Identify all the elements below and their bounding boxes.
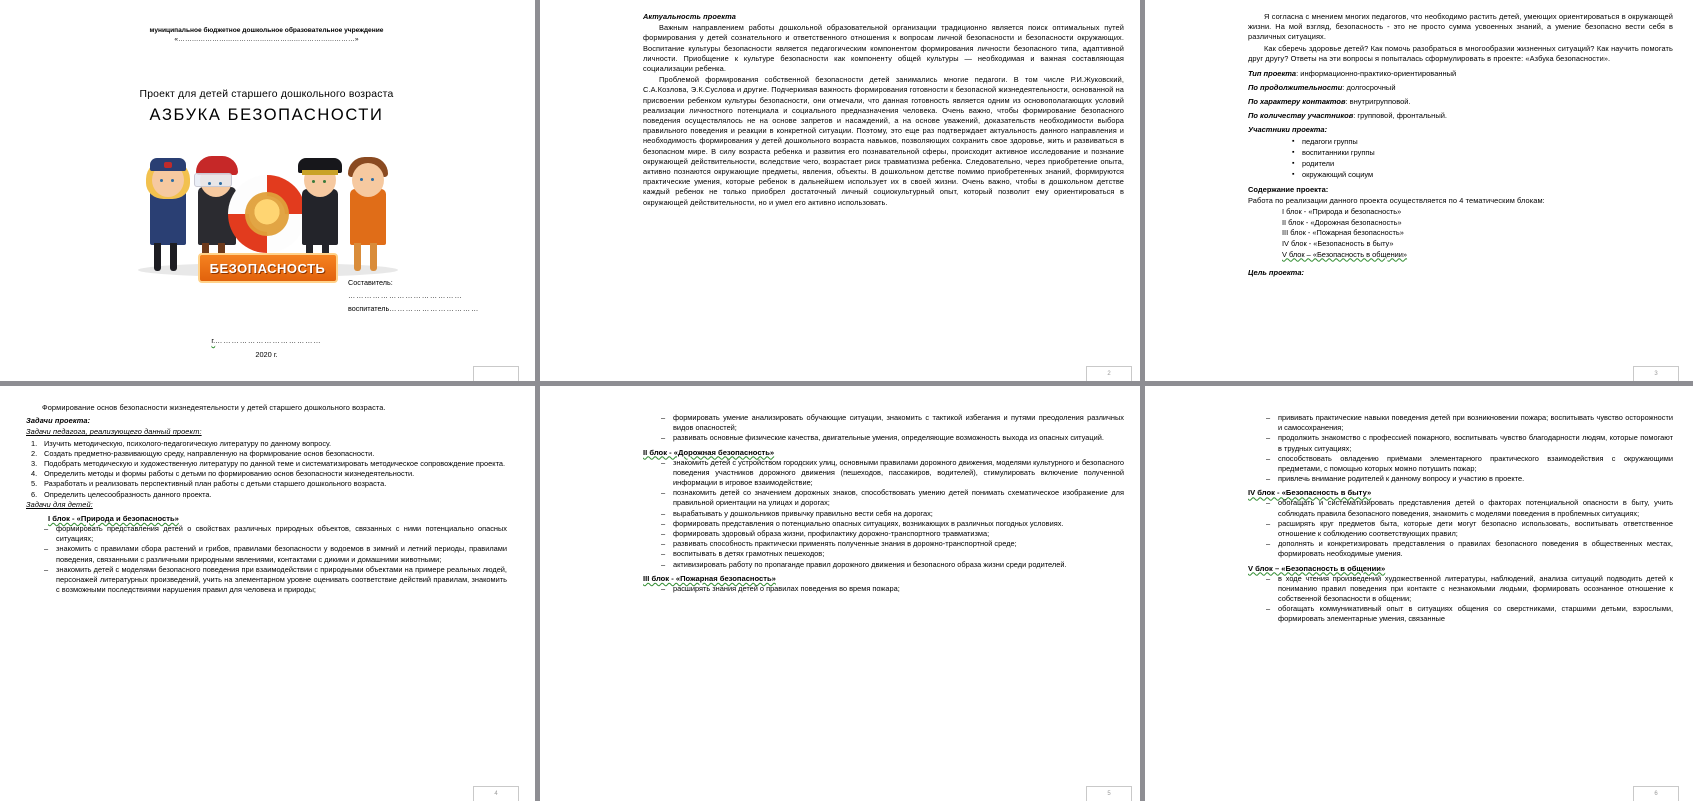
rescuer-boy-eye-left xyxy=(360,178,363,181)
project-contacts-value: : внутригрупповой. xyxy=(1345,97,1411,107)
document-page-2[interactable] xyxy=(613,0,1146,381)
list-item: I блок - «Природа и безопасность» xyxy=(1282,207,1402,217)
goal-paragraph: Формирование основ безопасности жизнедеятельности у детей старшего дошкольного возраста. xyxy=(42,403,386,412)
page-3-number-tab: 3 xyxy=(1633,366,1679,381)
relevance-heading: Актуальность проекта xyxy=(643,12,736,21)
list-item: – способствовать овладению приёмами элементарного практического взаимодействия с окружающими предметами, с помощью которых можно потушить пожар; xyxy=(1248,454,1673,474)
year-line: 2020 г. xyxy=(255,350,278,359)
compiler-role-dots: …………………………… xyxy=(389,304,480,313)
list-item: – обогащать коммуникативный опыт в ситуациях общения со сверстниками, старшими детьми, взрослыми, формировать элементарные умения, связанные xyxy=(1248,604,1673,624)
city-dots: ………………………………… xyxy=(215,336,322,345)
list-item: IV блок - «Безопасность в быту» xyxy=(1282,239,1394,248)
project-duration-line xyxy=(1248,83,1673,92)
police-girl-leg-right xyxy=(170,243,177,271)
list-item: – прививать практические навыки поведения детей при возникновении пожара; воспитывать чувство осторожности и самосохранения; xyxy=(1248,413,1673,433)
list-item: – формировать представления о потенциально опасных ситуациях, возникающих в различных погодных условиях. xyxy=(643,519,1124,529)
participants-heading: Участники проекта: xyxy=(1248,125,1328,135)
list-item: – формировать представления детей о свойствах различных природных объектов, связанных с ними потенциально опасных ситуациях; xyxy=(26,524,507,544)
police-girl-eye-left xyxy=(160,179,163,182)
police-girl-leg-left xyxy=(154,243,161,271)
block-1-items xyxy=(26,524,507,595)
cover-subtitle: Проект для детей старшего дошкольного возраста xyxy=(139,89,394,100)
organization-dots: «……………………………………………………………………» xyxy=(174,36,359,43)
document-page-6[interactable] xyxy=(1226,387,1693,801)
list-item: – привлечь внимание родителей к данному вопросу и участию в проекте. xyxy=(1248,474,1673,484)
list-item xyxy=(26,449,507,459)
children-tasks-heading: Задачи для детей: xyxy=(26,499,93,509)
list-item: – развивать способность практически применять полученные знания в дорожно-транспортной среде; xyxy=(643,539,1124,549)
block-2-heading: II блок - «Дорожная безопасность» xyxy=(643,447,775,457)
page-4-content xyxy=(0,387,533,801)
opinion-paragraph-2: Как сберечь здоровье детей? Как помочь разобраться в многообразии жизненных ситуаций? Как научить помогать друг другу? Ответы на эти вопросы я попыталась сформулировать в проекте: «Азбука безопасности». xyxy=(1248,43,1673,63)
officer-boy-eye-left xyxy=(312,180,315,183)
page-2-content xyxy=(613,0,1146,381)
officer-boy-eye-right xyxy=(323,180,326,183)
project-duration-value: : долгосрочный xyxy=(1342,83,1396,93)
document-page-1[interactable] xyxy=(0,0,533,381)
police-girl-cap-badge xyxy=(164,162,172,168)
block-4-heading: IV блок - «Безопасность в быту» xyxy=(1248,488,1372,498)
list-item-number: 2. xyxy=(31,448,38,458)
rescuer-boy-eye-right xyxy=(371,178,374,181)
list-item: III блок - «Пожарная безопасность» xyxy=(1282,228,1404,238)
project-duration-label: По продолжительности xyxy=(1248,83,1343,93)
project-contacts-line xyxy=(1248,97,1673,106)
list-item-text: Подобрать методическую и художественную литературу по данной теме и систематизировать методическое сопровождение проекта. xyxy=(44,459,506,469)
list-item: – вырабатывать у дошкольников привычку правильно вести себя на дорогах; xyxy=(643,509,1124,519)
page-gutter-vertical-1 xyxy=(535,0,540,801)
list-item xyxy=(26,469,507,479)
firefighter-eye-left xyxy=(208,182,211,185)
block-5-items xyxy=(1248,574,1673,625)
content-intro: Работа по реализации данного проекта осуществляется по 4 тематическим блокам: xyxy=(1248,196,1545,206)
list-item: ▪ родители xyxy=(1248,158,1673,169)
list-item-text: Определить целесообразность данного проекта. xyxy=(44,489,212,499)
page-1-number-tab xyxy=(473,366,519,381)
page-6-number-tab: 6 xyxy=(1633,786,1679,801)
compiler-block xyxy=(348,276,518,315)
list-item: – воспитывать в детях грамотных пешеходов; xyxy=(643,549,1124,559)
list-item xyxy=(26,459,507,469)
page-5-content xyxy=(613,387,1146,801)
page-5-number-tab: 5 xyxy=(1086,786,1132,801)
rescuer-boy-leg-right xyxy=(370,243,377,271)
organization-line: муниципальное бюджетное дошкольное образовательное учреждение xyxy=(149,27,384,34)
list-item: – активизировать работу по пропаганде правил дорожного движения и безопасного образа жизни среди родителей. xyxy=(643,560,1124,570)
block-3-continued-items xyxy=(1248,413,1673,484)
rescuer-boy-leg-left xyxy=(354,243,361,271)
relevance-paragraph-2: Проблемой формирования собственной безопасности детей занимались многие педагоги. В том числе Р.И.Жуковский, С.А.Козлова, Э.К.Суслова и другие. Подчеркивая важность формирования готовности к безопасной жизнедеятельности, основанной на присвоении ребенком культуры безопасности, они отмечали, что данная готовность является одним из основополагающих условий реализации личностного потенциала и социального предназначения человека. Очень важно, чтобы формирование безопасного поведения осуществлялось не на основе запретов и насаждений, а на основе уважений, доказательств необходимости выбора правильного поведения и реакции в конкретной ситуации. Поэтому, это еще раз подтверждает актуальность данного направления и необходимость формирования у детей дошкольного возраста навыков, позволяющих сохранить свое здоровье, жить и развиваться в безопасном мире. В силу возраста ребенка и развития его познавательной сферы, происходит активное исследование и познание окружающей действительности, вследствие чего, возрастает риск травматизма ребенка. Следовательно, через приобретение опыта, активно познаются окружающие предметы, явления, объекты. В дошкольном детстве помимо приобретенных знаний, формируются практические умения, которые ребенок в дальнейшем использует их в своей жизни. Очень важно, чтобы в дошкольном детстве каждый ребенок не только приобрел достаточный личный социокультурный опыт, который позволит ему ориентироваться в окружающей действительности, но и умел его активно использовать. xyxy=(643,75,1124,207)
page-3-content xyxy=(1226,0,1693,381)
page-gutter-vertical-2 xyxy=(1140,0,1145,801)
list-item xyxy=(26,490,507,500)
list-item: – обогащать и систематизировать представления детей о факторах потенциальной опасности в быту, учить соблюдать правила безопасного поведения, знакомить с моделями поведения в проблемных ситуациях; xyxy=(1248,498,1673,518)
relevance-paragraph-1: Важным направлением работы дошкольной образовательной организации традиционно является поиск оптимальных путей формирования у детей сознательного и ответственного отношения к вопросам личной безопасности и безопасности окружающих. Воспитание культуры безопасности является педагогическим компонентом формирования личности безопасного типа, адаптивной личности. Приобщение к культуре безопасности как компоненту общей культуры — необходимая и важная составляющая социализации ребенка. xyxy=(643,23,1124,74)
list-item: – знакомить детей с устройством городских улиц, основными правилами дорожного движения, моделями культурного и безопасного поведения участников дорожного движения (пешеходов, пассажиров, водителей), стимулировать включение полученной информации в игровое взаимодействие; xyxy=(643,458,1124,489)
city-line xyxy=(0,336,533,345)
page-4-number-tab: 4 xyxy=(473,786,519,801)
list-item: – расширять круг предметов быта, которые дети могут безопасно использовать, воспитывать ответственное отношение к соблюдению соответствующих правил; xyxy=(1248,519,1673,539)
project-participants-count-value: : групповой, фронтальный. xyxy=(1353,111,1447,121)
list-item: – продолжить знакомство с профессией пожарного, воспитывать чувство благодарности людям, которые помогают в трудных ситуациях; xyxy=(1248,433,1673,453)
city-prefix: г. xyxy=(211,336,216,345)
document-page-3[interactable] xyxy=(1226,0,1693,381)
safety-banner: БЕЗОПАСНОСТЬ xyxy=(198,253,338,283)
project-participants-count-label: По количеству участников xyxy=(1248,111,1354,121)
page-1-content xyxy=(0,0,533,381)
project-type-value: : информационно-практико-ориентированный xyxy=(1296,69,1457,79)
page-6-content xyxy=(1226,387,1693,801)
rescuer-boy-head xyxy=(352,163,384,197)
project-type-line xyxy=(1248,69,1673,78)
block-2-items xyxy=(643,458,1124,570)
compiler-dots: …………………………………… xyxy=(348,291,463,300)
list-item-text: Создать предметно-развивающую среду, направленную на формирование основ безопасности. xyxy=(44,448,375,458)
officer-boy-body xyxy=(302,189,338,245)
continued-items-list xyxy=(643,413,1124,444)
list-item: – в ходе чтения произведений художественной литературы, наблюдений, анализа ситуаций подводить детей к пониманию правил поведения при контакте с незнакомыми людьми, формировать осознанное отношение к собственной безопасности в общении; xyxy=(1248,574,1673,605)
project-type-label: Тип проекта xyxy=(1248,69,1297,79)
list-item: – знакомить детей с моделями безопасного поведения при взаимодействии с природными объектами на примере реальных людей, персонажей литературных произведений, учить на элементарном уровне оценивать соответствие действий правилам, знакомить с возможными последствиями нарушения правил для человека и природы; xyxy=(26,565,507,596)
block-4-items xyxy=(1248,498,1673,559)
block-3-heading: III блок - «Пожарная безопасность» xyxy=(643,573,776,583)
police-girl-eye-right xyxy=(171,179,174,182)
teacher-tasks-list xyxy=(26,439,507,500)
list-item: – формировать умение анализировать обучающие ситуации, знакомить с тактикой избегания и путями преодоления различных видов опасностей; xyxy=(643,413,1124,433)
page-2-number-tab: 2 xyxy=(1086,366,1132,381)
list-item: – развивать основные физические качества, двигательные умения, определяющие возможность выхода из опасных ситуаций. xyxy=(643,433,1124,443)
list-item-number: 4. xyxy=(31,469,38,479)
goal-heading: Цель проекта: xyxy=(1248,268,1304,278)
character-rescuer-boy xyxy=(340,151,398,271)
officer-boy-cap-band xyxy=(302,170,338,175)
list-item-text: Разработать и реализовать перспективный план работы с детьми старшего дошкольного возраста. xyxy=(44,479,387,489)
document-page-5[interactable] xyxy=(613,387,1146,801)
project-contacts-label: По характеру контактов xyxy=(1248,97,1346,107)
list-item: – знакомить с правилами сбора растений и грибов, правилами безопасности у водоемов в зимний и летний периоды, правилами поведения, связанными с различными природными явлениями, контактами с дикими и домашними животными; xyxy=(26,544,507,564)
list-item: II блок - «Дорожная безопасность» xyxy=(1282,217,1402,227)
list-item-text: Изучить методическую, психолого-педагогическую литературу по данному вопросу. xyxy=(44,438,332,448)
list-item: ▪ педагоги группы xyxy=(1248,136,1673,147)
list-item-number: 5. xyxy=(31,479,38,489)
lifebuoy-emblem xyxy=(245,192,289,236)
block-1-heading: I блок - «Природа и безопасность» xyxy=(48,514,179,524)
compiler-label: Составитель: xyxy=(348,278,393,287)
firefighter-eye-right xyxy=(219,182,222,185)
list-item xyxy=(26,439,507,449)
list-item: ▪ воспитанники группы xyxy=(1248,147,1673,158)
compiler-role-line xyxy=(348,302,518,315)
list-item-text: Определить методы и формы работы с детьми по формированию основ безопасности жизнедеятельности. xyxy=(44,469,415,479)
list-item: V блок – «Безопасность в общении» xyxy=(1282,249,1408,259)
rescuer-boy-body xyxy=(350,189,386,245)
tasks-heading: Задачи проекта: xyxy=(26,416,91,426)
safety-children-illustration xyxy=(102,139,432,289)
teacher-tasks-heading: Задачи педагога, реализующего данный проект: xyxy=(26,427,202,437)
list-item xyxy=(26,479,507,489)
cover-title: АЗБУКА БЕЗОПАСНОСТИ xyxy=(149,106,384,124)
list-item: ▪ окружающий социум xyxy=(1248,169,1673,180)
list-item-number: 3. xyxy=(31,459,38,469)
list-item-number: 1. xyxy=(31,438,38,448)
project-participants-count-line xyxy=(1248,111,1673,120)
list-item: – расширять знания детей о правилах поведения во время пожара; xyxy=(643,584,1124,594)
page-gutter-horizontal xyxy=(0,381,1693,386)
content-heading: Содержание проекта: xyxy=(1248,185,1329,195)
list-item-number: 6. xyxy=(31,489,38,499)
list-item: – познакомить детей со значением дорожных знаков, способствовать умению детей понимать схематическое изображение для правильной ориентации на улицах и дорогах; xyxy=(643,488,1124,508)
compiler-role-label: воспитатель xyxy=(348,304,390,313)
list-item: – формировать здоровый образа жизни, профилактику дорожно-транспортного травматизма; xyxy=(643,529,1124,539)
block-3-items xyxy=(643,584,1124,594)
block-5-heading: V блок – «Безопасность в общении» xyxy=(1248,563,1386,573)
document-page-4[interactable] xyxy=(0,387,533,801)
participants-list xyxy=(1248,136,1673,180)
opinion-paragraph-1: Я согласна с мнением многих педагогов, что необходимо растить детей, умеющих ориентироваться в окружающей жизни. На мой взгляд, безопасность - это не просто сумма усвоенных знаний, а умение безопасно вести себя в различных ситуациях. xyxy=(1248,12,1673,42)
firefighter-visor xyxy=(194,173,232,187)
list-item: – дополнять и конкретизировать представления о правилах безопасного поведения в общественных местах, формировать необходимые умения. xyxy=(1248,539,1673,559)
thematic-blocks-list xyxy=(1282,207,1673,260)
